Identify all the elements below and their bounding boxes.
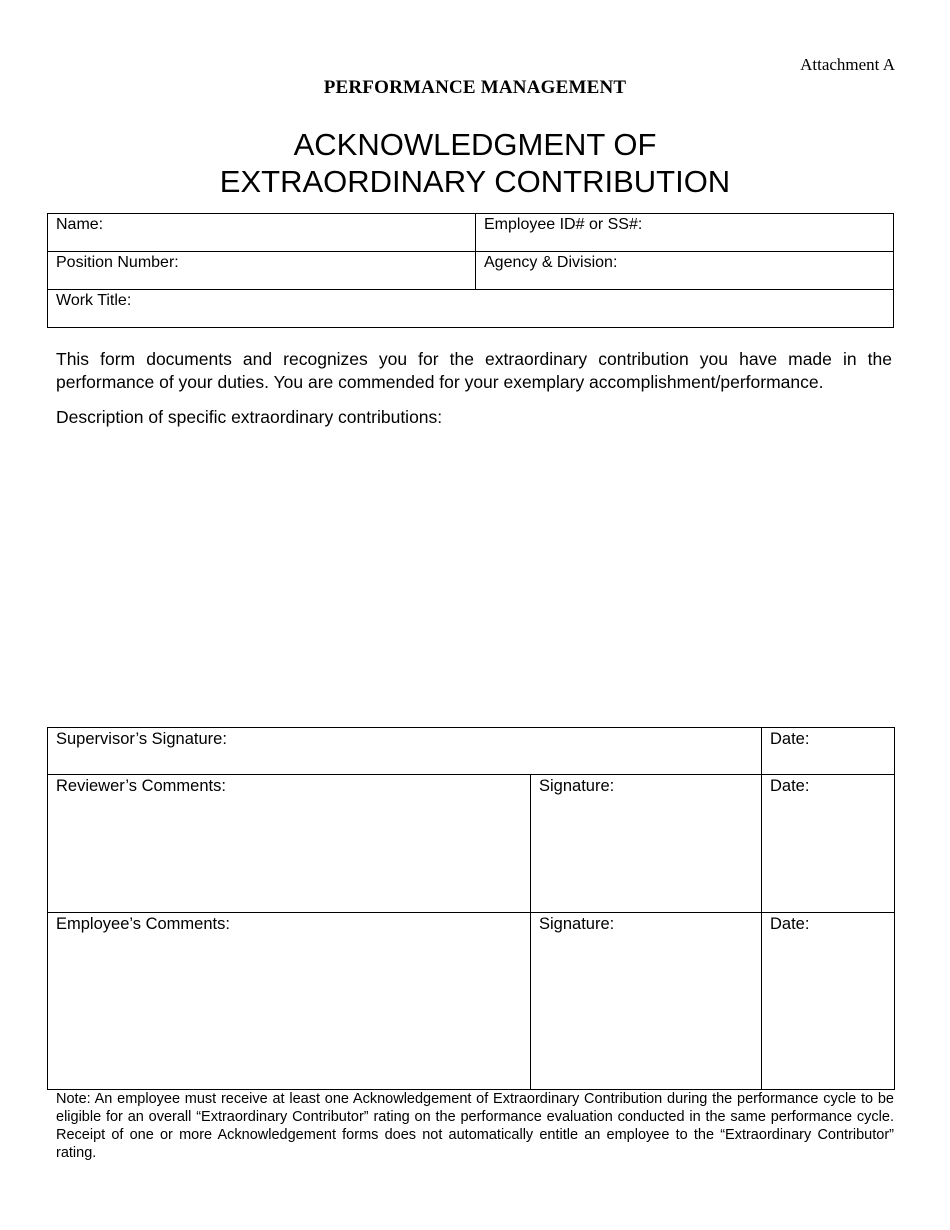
description-label: Description of specific extraordinary contributions: <box>56 407 443 427</box>
signature-table <box>47 727 895 1090</box>
reviewer-date-label: Date: <box>770 777 810 795</box>
name-field[interactable] <box>48 214 476 252</box>
position-number-label: Position Number: <box>56 254 179 271</box>
employee-comments-field[interactable] <box>48 913 531 1090</box>
employee-date-label: Date: <box>770 915 810 933</box>
position-number-field[interactable] <box>48 252 476 290</box>
employee-comments-label: Employee’s Comments: <box>56 915 230 933</box>
attachment-label: Attachment A <box>800 55 895 74</box>
name-label: Name: <box>56 216 104 233</box>
employee-signature-field[interactable] <box>531 913 762 1090</box>
supervisor-date-label: Date: <box>770 730 810 748</box>
work-title-label: Work Title: <box>56 292 132 309</box>
reviewer-comments-field[interactable] <box>48 775 531 913</box>
page-title <box>0 126 950 200</box>
reviewer-date-field[interactable] <box>762 775 895 913</box>
employee-date-field[interactable] <box>762 913 895 1090</box>
work-title-field[interactable] <box>48 290 894 328</box>
footnote: Note: An employee must receive at least one Acknowledgement of Extraordinary Contribution during the performance cycle to be eligible for an overall “Extraordinary Contributor” rating on the performance evaluation conducted in the same performance cycle. Receipt of one or more Acknowledgement forms does not automatically entitle an employee to the “Extraordinary Contributor” rating. <box>56 1091 894 1161</box>
reviewer-signature-field[interactable] <box>531 775 762 913</box>
employee-id-field[interactable] <box>476 214 894 252</box>
reviewer-signature-label: Signature: <box>539 777 615 795</box>
agency-division-field[interactable] <box>476 252 894 290</box>
reviewer-comments-label: Reviewer’s Comments: <box>56 777 226 795</box>
supervisor-signature-field[interactable] <box>48 728 762 775</box>
employee-id-label: Employee ID# or SS#: <box>484 216 643 233</box>
intro-paragraph: This form documents and recognizes you for the extraordinary contribution you have made in the performance of your duties. You are commended for your exemplary accomplishment/performance. <box>56 349 892 392</box>
supervisor-signature-label: Supervisor’s Signature: <box>56 730 227 748</box>
employee-info-table <box>47 213 894 328</box>
department-heading: PERFORMANCE MANAGEMENT <box>323 77 627 98</box>
supervisor-date-field[interactable] <box>762 728 895 775</box>
title-line-1: ACKNOWLEDGMENT OF <box>293 127 657 162</box>
title-line-2: EXTRAORDINARY CONTRIBUTION <box>219 164 731 199</box>
employee-signature-label: Signature: <box>539 915 615 933</box>
agency-division-label: Agency & Division: <box>484 254 618 271</box>
